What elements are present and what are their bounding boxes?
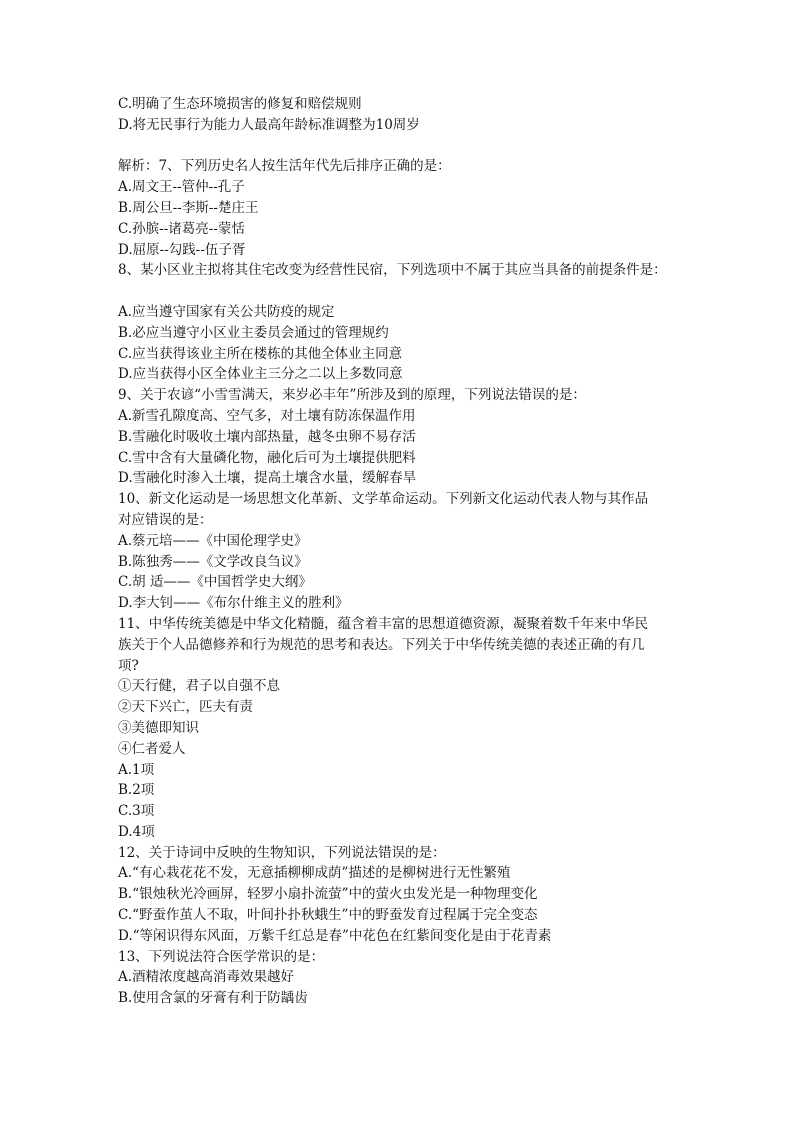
question-12-stem: 12、关于诗词中反映的生物知识，下列说法错误的是： [118, 844, 446, 861]
question-7-option-d: D.屈原--勾践--伍子胥 [118, 241, 246, 258]
question-10 [118, 489, 688, 614]
question-8-option-a: A.应当遵守国家有关公共防疫的规定 [118, 303, 335, 320]
question-13-option-b: B.使用含氯的牙膏有利于防龋齿 [118, 990, 308, 1007]
question-8-option-b: B.必应当遵守小区业主委员会通过的管理规约 [118, 324, 389, 341]
question-11-stem-line-2: 族关于个人品德修养和行为规范的思考和表达。下列关于中华传统美德的表述正确的有几 [118, 636, 645, 653]
question-11-item-2: ②天下兴亡，匹夫有责 [118, 699, 253, 716]
question-7-option-b: B.周公旦--李斯--楚庄王 [118, 199, 259, 216]
question-10-option-a: A.蔡元培——《中国伦理学史》 [118, 532, 308, 549]
question-9-option-c: C.雪中含有大量磷化物，融化后可为土壤提供肥料 [118, 449, 416, 466]
question-13-option-a: A.酒精浓度越高消毒效果越好 [118, 969, 295, 986]
question-10-stem-line-1: 10、新文化运动是一场思想文化革新、文学革命运动。下列新文化运动代表人物与其作品 [118, 491, 649, 508]
question-11-option-a: A.1项 [118, 761, 155, 778]
question-8-option-c: C.应当获得该业主所在楼栋的其他全体业主同意 [118, 345, 403, 362]
question-9-option-b: B.雪融化时吸收土壤内部热量，越冬虫卵不易存活 [118, 428, 416, 445]
question-7-option-c: C.孙膑--诸葛亮--蒙恬 [118, 220, 245, 237]
question-10-option-c: C.胡 适——《中国哲学史大纲》 [118, 574, 312, 591]
question-11-stem-line-3: 项? [118, 657, 139, 674]
question-10-option-d: D.李大钊——《布尔什维主义的胜利》 [118, 595, 349, 612]
question-8-stem: 8、某小区业主拟将其住宅改变为经营性民宿，下列选项中不属于其应当具备的前提条件是： [118, 262, 667, 279]
question-12 [118, 843, 688, 947]
question-10-stem-line-2: 对应错误的是： [118, 511, 213, 528]
question-12-option-b: B.“银烛秋光冷画屏，轻罗小扇扑流萤”中的萤火虫发光是一种物理变化 [118, 886, 538, 903]
question-7 [118, 156, 688, 260]
question-10-option-b: B.陈独秀——《文学改良刍议》 [118, 553, 308, 570]
question-9-option-d: D.雪融化时渗入土壤，提高土壤含水量，缓解春旱 [118, 470, 417, 487]
question-11-item-1: ①天行健，君子以自强不息 [118, 678, 280, 695]
question-12-option-d: D.“等闲识得东风面，万紫千红总是春”中花色在红紫间变化是由于花青素 [118, 927, 552, 944]
question-8-option-d: D.应当获得小区全体业主三分之二以上多数同意 [118, 366, 403, 383]
previous-option-c: C.明确了生态环境损害的修复和赔偿规则 [118, 96, 362, 112]
question-11-option-c: C.3项 [118, 803, 155, 820]
document-body [118, 94, 688, 1009]
question-12-option-c: C.“野蚕作茧人不取，叶间扑扑秋蛾生”中的野蚕发育过程属于完全变态 [118, 907, 538, 924]
question-13-stem: 13、下列说法符合医学常识的是： [118, 948, 325, 965]
question-11-item-4: ④仁者爱人 [118, 740, 186, 757]
question-7-stem: 解析：7、下列历史名人按生活年代先后排序正确的是： [118, 158, 451, 175]
question-8 [118, 260, 688, 385]
blank-line [118, 281, 688, 302]
question-11-stem-line-1: 11、中华传统美德是中华文化精髓，蕴含着丰富的思想道德资源，凝聚着数千年来中华民 [118, 615, 649, 632]
question-9 [118, 385, 688, 489]
question-11-option-b: B.2项 [118, 782, 155, 799]
question-11 [118, 614, 688, 843]
question-7-option-a: A.周文王--管仲--孔子 [118, 179, 245, 196]
question-9-stem: 9、关于农谚“小雪雪满天，来岁必丰年”所涉及到的原理，下列说法错误的是： [118, 387, 586, 404]
question-9-option-a: A.新雪孔隙度高、空气多，对土壤有防冻保温作用 [118, 407, 416, 424]
question-11-option-d: D.4项 [118, 823, 155, 840]
previous-option-d: D.将无民事行为能力人最高年龄标准调整为10周岁 [118, 116, 420, 133]
question-12-option-a: A.“有心栽花花不发，无意插柳柳成荫”描述的是柳树进行无性繁殖 [118, 865, 511, 882]
blank-line [118, 136, 688, 157]
question-13 [118, 947, 688, 1009]
question-11-item-3: ③美德即知识 [118, 719, 199, 736]
